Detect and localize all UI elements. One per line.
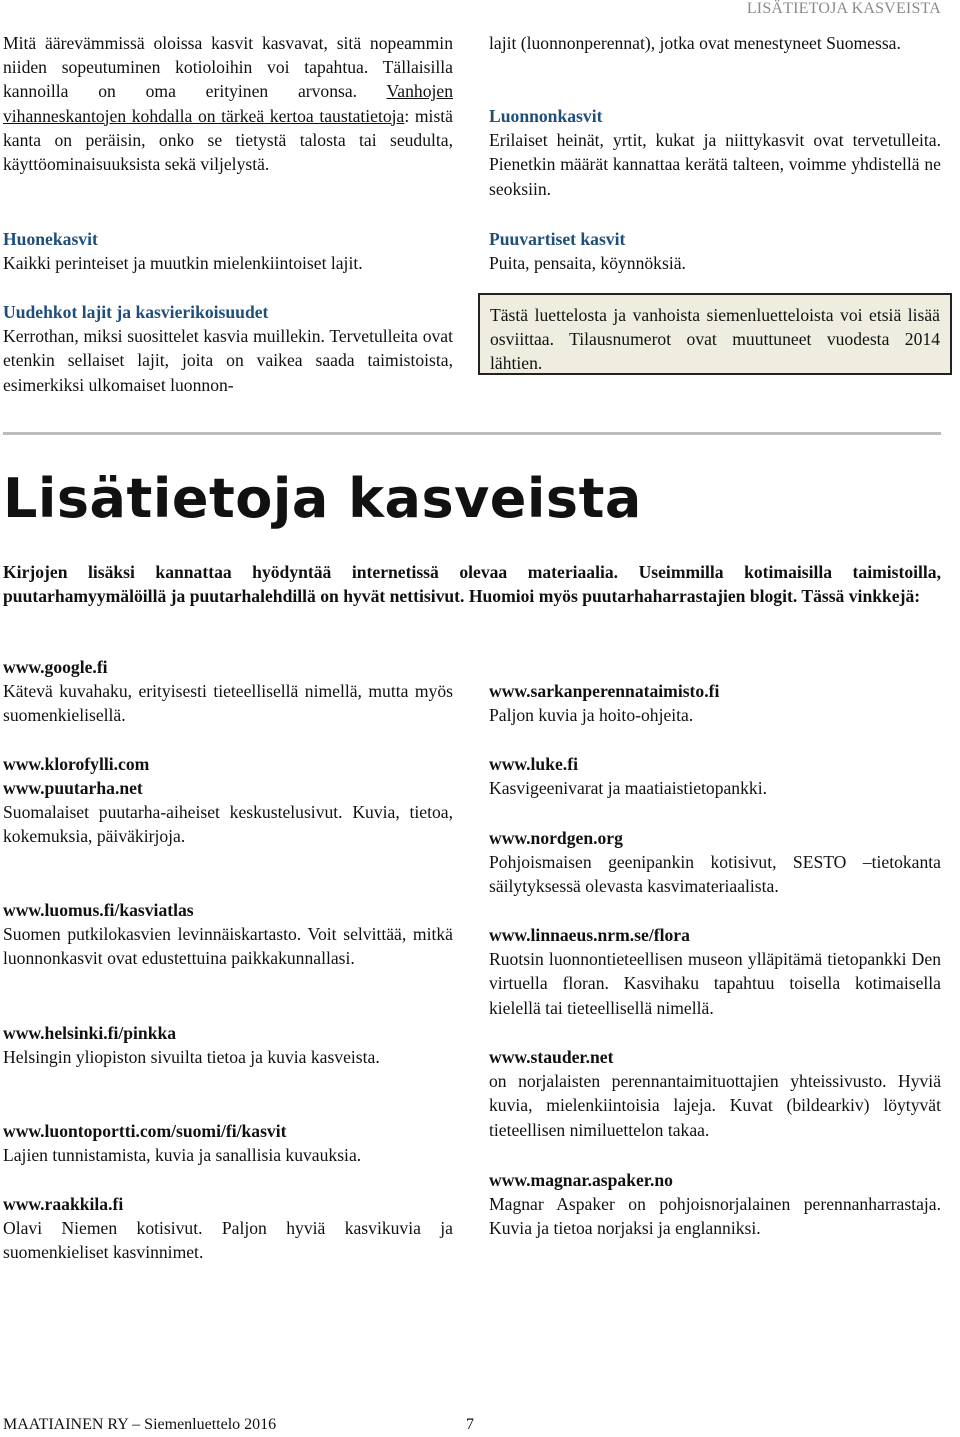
info-box [478,293,952,375]
houseplants-section [3,227,453,275]
intro-part2-prefix: Vanhojen vihanneskantojen kohdalla on tärkeä kertoa taustatietoja [3,81,453,126]
woody-plants-text: Puita, pensaita, köynnöksiä. [489,253,686,274]
link-description: Kätevä kuvahaku, erityisesti tieteellisellä nimellä, mutta myös suomenkielisellä. [3,681,453,726]
link-description: Lajien tunnistamista, kuvia ja sanallisia kuvauksia. [3,1145,362,1166]
right-column-continued [489,31,941,55]
link-url[interactable]: www.luke.fi [489,754,578,774]
link-url[interactable]: www.linnaeus.nrm.se/flora [489,925,690,945]
link-description: on norjalaisten perennantaimituottajien yhteissivusto. Hyviä kuvia, mielenkiintoisia lajeja. Kuvat (bildearkiv) löytyvät tieteellisen nimiluettelon takaa. [489,1071,941,1140]
woody-plants-section [489,227,941,275]
link-url[interactable]: www.raakkila.fi [3,1194,124,1214]
new-species-heading: Uudehkot lajit ja kasvierikoisuudet [3,302,269,322]
link-description: Olavi Niemen kotisivut. Paljon hyviä kasvikuvia ja suomenkieliset kasvinnimet. [3,1218,453,1263]
link-entry-sarkanperenna [489,679,941,727]
page-number: 7 [466,1416,474,1433]
link-description: Pohjoismaisen geenipankin kotisivut, SESTO –tietokanta säilytyksessä olevasta kasvimateriaalista. [489,852,941,897]
woody-plants-heading: Puuvartiset kasvit [489,229,626,249]
link-entry-luontoportti [3,1119,453,1167]
link-url[interactable]: www.magnar.aspaker.no [489,1170,673,1190]
page-title: Lisätietoja kasveista [3,467,642,530]
link-description: Kasvigeenivarat ja maatiaistietopankki. [489,778,767,799]
link-entry-luke [489,752,941,800]
new-species-text: Kerrothan, miksi suosittelet kasvia muillekin. Tervetulleita ovat etenkin sellaiset lajit, joita on vaikea saada taimistoista, esimerkiksi ulkomaiset luonnon- [3,326,453,395]
link-description: Suomen putkilokasvien levinnäiskartasto. Voit selvittää, mitkä luonnonkasvit ovat edustettuina paikkakunnallasi. [3,924,453,969]
link-entry-klorofylli [3,752,453,776]
left-column [3,31,453,176]
section-header-tag: LISÄTIETOJA KASVEISTA [746,0,941,17]
section-divider [3,432,941,435]
link-url[interactable]: www.nordgen.org [489,828,623,848]
houseplants-heading: Huonekasvit [3,229,98,249]
link-entry-magnar [489,1168,941,1241]
link-url[interactable]: www.sarkanperennataimisto.fi [489,681,720,701]
link-url[interactable]: www.luomus.fi/kasviatlas [3,900,194,920]
intro-bold-paragraph: Kirjojen lisäksi kannattaa hyödyntää internetissä olevaa materiaalia. Useimmilla kotimaisilla taimistoilla, puutarhamyymälöillä ja puutarhalehdillä on hyvät nettisivut. Huomioi myös puutarhaharrastajien blogit. Tässä vinkkejä: [3,562,941,607]
link-url[interactable]: www.google.fi [3,657,108,677]
link-url[interactable]: www.helsinki.fi/pinkka [3,1023,177,1043]
link-entry-raakkila [3,1192,453,1265]
link-description: Paljon kuvia ja hoito-ohjeita. [489,705,694,726]
link-url[interactable]: www.puutarha.net [3,778,143,798]
link-entry-helsinki [3,1021,453,1069]
intro-part2-suffix: : mistä kanta on peräisin, onko se tietystä talosta tai seudulta, käyttöominaisuuksista sekä viljelystä. [3,105,453,175]
link-description: Helsingin yliopiston sivuilta tietoa ja kuvia kasveista. [3,1047,380,1068]
link-description: Ruotsin luonnontieteellisen museon ylläpitämä tietopankki Den virtuella floran. Kasvihaku tapahtuu toisella kotimaisella kielellä tai tieteellisellä nimellä. [489,949,941,1018]
intro-paragraph [3,31,453,176]
footer-publication: MAATIAINEN RY – Siemenluettelo 2016 [3,1416,277,1433]
link-entry-stauder [489,1045,941,1142]
wild-plants-heading: Luonnonkasvit [489,106,603,126]
intro-part1: Mitä äärevämmissä oloissa kasvit kasvavat, sitä nopeammin niiden sopeutuminen kotioloihin voi tapahtua. Tällaisilla kannoilla on oma erityinen arvonsa. [3,33,453,102]
wild-plants-section [489,104,941,201]
link-url[interactable]: www.luontoportti.com/suomi/fi/kasvit [3,1121,287,1141]
link-entry-puutarha [3,776,453,849]
link-entry-nordgen [489,826,941,899]
houseplants-text: Kaikki perinteiset ja muutkin mielenkiintoiset lajit. [3,253,363,274]
link-description: Magnar Aspaker on pohjoisnorjalainen perennanharrastaja. Kuvia ja tietoa norjaksi ja englanniksi. [489,1194,941,1239]
link-url[interactable]: www.stauder.net [489,1047,614,1067]
continued-text: lajit (luonnonperennat), jotka ovat menestyneet Suomessa. [489,33,901,53]
link-entry-luomus [3,898,453,971]
info-box-text: Tästä luettelosta ja vanhoista siemenluetteloista voi etsiä lisää osviittaa. Tilausnumerot ovat muuttuneet vuodesta 2014 lähtien. [490,305,940,374]
link-description: Suomalaiset puutarha-aiheiset keskustelusivut. Kuvia, tietoa, kokemuksia, päiväkirjoja. [3,802,453,847]
link-entry-linnaeus [489,923,941,1020]
new-species-section [3,300,453,397]
link-url[interactable]: www.klorofylli.com [3,754,150,774]
link-entry-google [3,655,453,728]
wild-plants-text: Erilaiset heinät, yrtit, kukat ja niittykasvit ovat tervetulleita. Pienetkin määrät kannattaa kerätä talteen, voimme yhdistellä ne seoksiin. [489,130,941,199]
